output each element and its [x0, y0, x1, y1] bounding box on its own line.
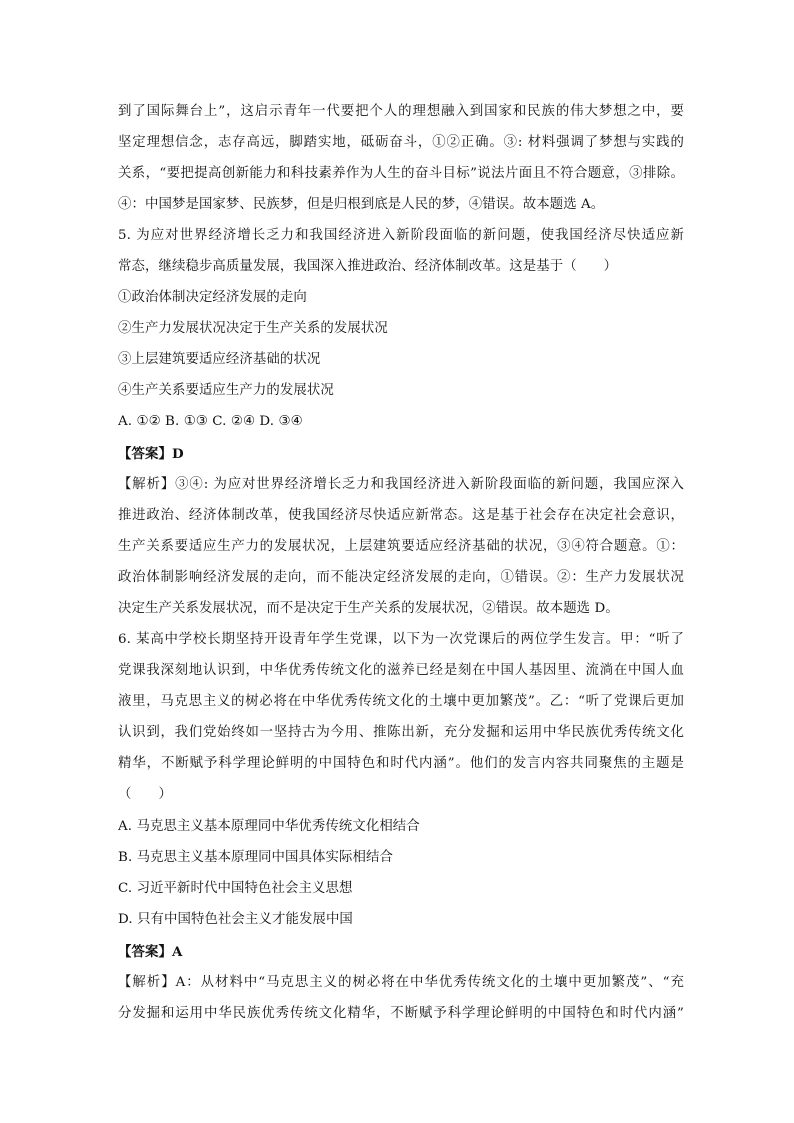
question-6-analysis: 【解析】A：从材料中“马克思主义的树必将在中华优秀传统文化的土壤中更加繁茂”、“充	[118, 975, 684, 990]
question-5-option-3: ③上层建筑要适应经济基础的状况	[118, 352, 321, 367]
question-6-answer: 【答案】A	[118, 944, 183, 960]
question-6-option-c: C. 习近平新时代中国特色社会主义思想	[118, 881, 353, 896]
question-6-analysis: 分发掘和运用中华民族优秀传统文化精华，不断赋予科学理论鲜明的中国特色和时代内涵”	[118, 1006, 684, 1021]
question-6-stem: 6. 某高中学校长期坚持开设青年学生党课，以下为一次党课后的两位学生发言。甲：“听了	[118, 632, 684, 647]
question-6-stem: 精华，不断赋予科学理论鲜明的中国特色和时代内涵”。他们的发言内容共同聚焦的主题是	[118, 756, 684, 771]
question-6-stem: 党课我深刻地认识到，中华优秀传统文化的滋养已经是刻在中国人基因里、流淌在中国人血	[118, 663, 684, 678]
question-6-option-d: D. 只有中国特色社会主义才能发展中国	[118, 912, 353, 927]
question-6-option-a: A. 马克思主义基本原理同中华优秀传统文化相结合	[118, 819, 420, 834]
text-line: ④：中国梦是国家梦、民族梦，但是归根到底是人民的梦，④错误。故本题选 A。	[118, 197, 605, 212]
question-5-stem: 常态，继续稳步高质量发展，我国深入推进政治、经济体制改革。这是基于（ ）	[118, 259, 618, 274]
question-6-stem: 认识到，我们党始终如一坚持古为今用、推陈出新，充分发掘和运用中华民族优秀传统文化	[118, 725, 684, 740]
question-5-choices: A. ①② B. ①③ C. ②④ D. ③④	[118, 414, 303, 429]
question-5-option-1: ①政治体制决定经济发展的走向	[118, 290, 307, 305]
text-line: 坚定理想信念，志存高远，脚踏实地，砥砺奋斗，①②正确。③: 材料强调了梦想与实践的	[118, 135, 684, 150]
question-5-answer: 【答案】D	[118, 446, 184, 462]
question-5-option-2: ②生产力发展状况决定于生产关系的发展状况	[118, 321, 388, 336]
question-5-analysis: 【解析】③④: 为应对世界经济增长乏力和我国经济进入新阶段面临的新问题，我国应深入	[118, 477, 684, 492]
question-5-analysis: 决定生产关系发展状况，而不是决定于生产关系的发展状况，②错误。故本题选 D。	[118, 601, 619, 616]
question-5-analysis: 生产关系要适应生产力的发展状况，上层建筑要适应经济基础的状况，③④符合题意。①：	[118, 539, 684, 554]
question-6-stem: 液里，马克思主义的树必将在中华优秀传统文化的土壤中更加繁茂”。乙：“听了党课后更加	[118, 694, 684, 709]
question-5-stem: 5. 为应对世界经济增长乏力和我国经济进入新阶段面临的新问题，使我国经济尽快适应新	[118, 228, 684, 243]
question-6-option-b: B. 马克思主义基本原理同中国具体实际相结合	[118, 850, 393, 865]
text-line: 关系，“要把提高创新能力和科技素养作为人生的奋斗目标”说法片面且不符合题意，③排除。	[118, 166, 684, 181]
question-5-option-4: ④生产关系要适应生产力的发展状况	[118, 383, 334, 398]
question-5-analysis: 推进政治、经济体制改革，使我国经济尽快适应新常态。这是基于社会存在决定社会意识，	[118, 508, 684, 523]
text-line: 到了国际舞台上”，这启示青年一代要把个人的理想融入到国家和民族的伟大梦想之中，要	[118, 104, 684, 119]
question-6-stem: （ ）	[118, 787, 172, 802]
question-5-analysis: 政治体制影响经济发展的走向，而不能决定经济发展的走向，①错误。②：生产力发展状况	[118, 570, 684, 585]
